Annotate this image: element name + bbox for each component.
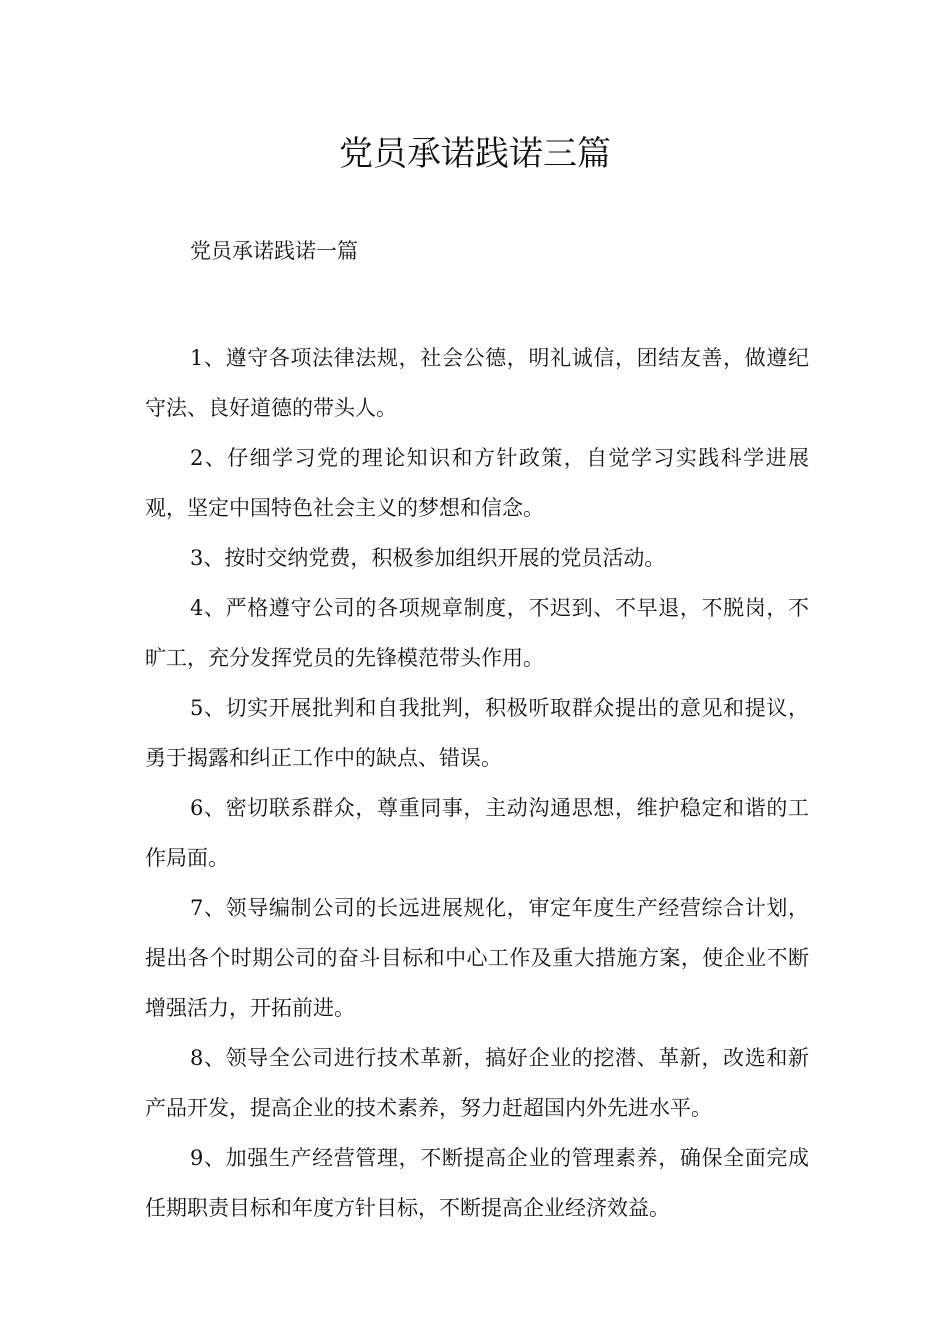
paragraph-6: 6、密切联系群众，尊重同事，主动沟通思想，维护稳定和谐的工作局面。 (145, 796, 809, 870)
paragraph-8: 8、领导全公司进行技术革新，搞好企业的挖潜、革新，改选和新产品开发，提高企业的技术素养，努力赶超国内外先进水平。 (145, 1046, 809, 1120)
paragraph-3: 3、按时交纳党费，积极参加组织开展的党员活动。 (190, 546, 666, 570)
paragraph-9: 9、加强生产经营管理，不断提高企业的管理素养，确保全面完成任期职责目标和年度方针目标，不断提高企业经济效益。 (145, 1146, 809, 1220)
paragraph-1: 1、遵守各项法律法规，社会公德，明礼诚信，团结友善，做遵纪守法、良好道德的带头人。 (145, 346, 809, 420)
document-title: 党员承诺践诺三篇 (339, 134, 611, 174)
section-subtitle: 党员承诺践诺一篇 (190, 239, 358, 263)
paragraph-2: 2、仔细学习党的理论知识和方针政策，自觉学习实践科学进展观，坚定中国特色社会主义的梦想和信念。 (145, 446, 809, 520)
document-body (145, 333, 809, 1233)
paragraph-4: 4、严格遵守公司的各项规章制度，不迟到、不早退，不脱岗，不旷工，充分发挥党员的先锋模范带头作用。 (145, 596, 809, 670)
paragraph-5: 5、切实开展批判和自我批判，积极听取群众提出的意见和提议，勇于揭露和纠正工作中的缺点、错误。 (145, 696, 809, 770)
paragraph-7: 7、领导编制公司的长远进展规化，审定年度生产经营综合计划，提出各个时期公司的奋斗目标和中心工作及重大措施方案，使企业不断增强活力，开拓前进。 (145, 896, 809, 1020)
